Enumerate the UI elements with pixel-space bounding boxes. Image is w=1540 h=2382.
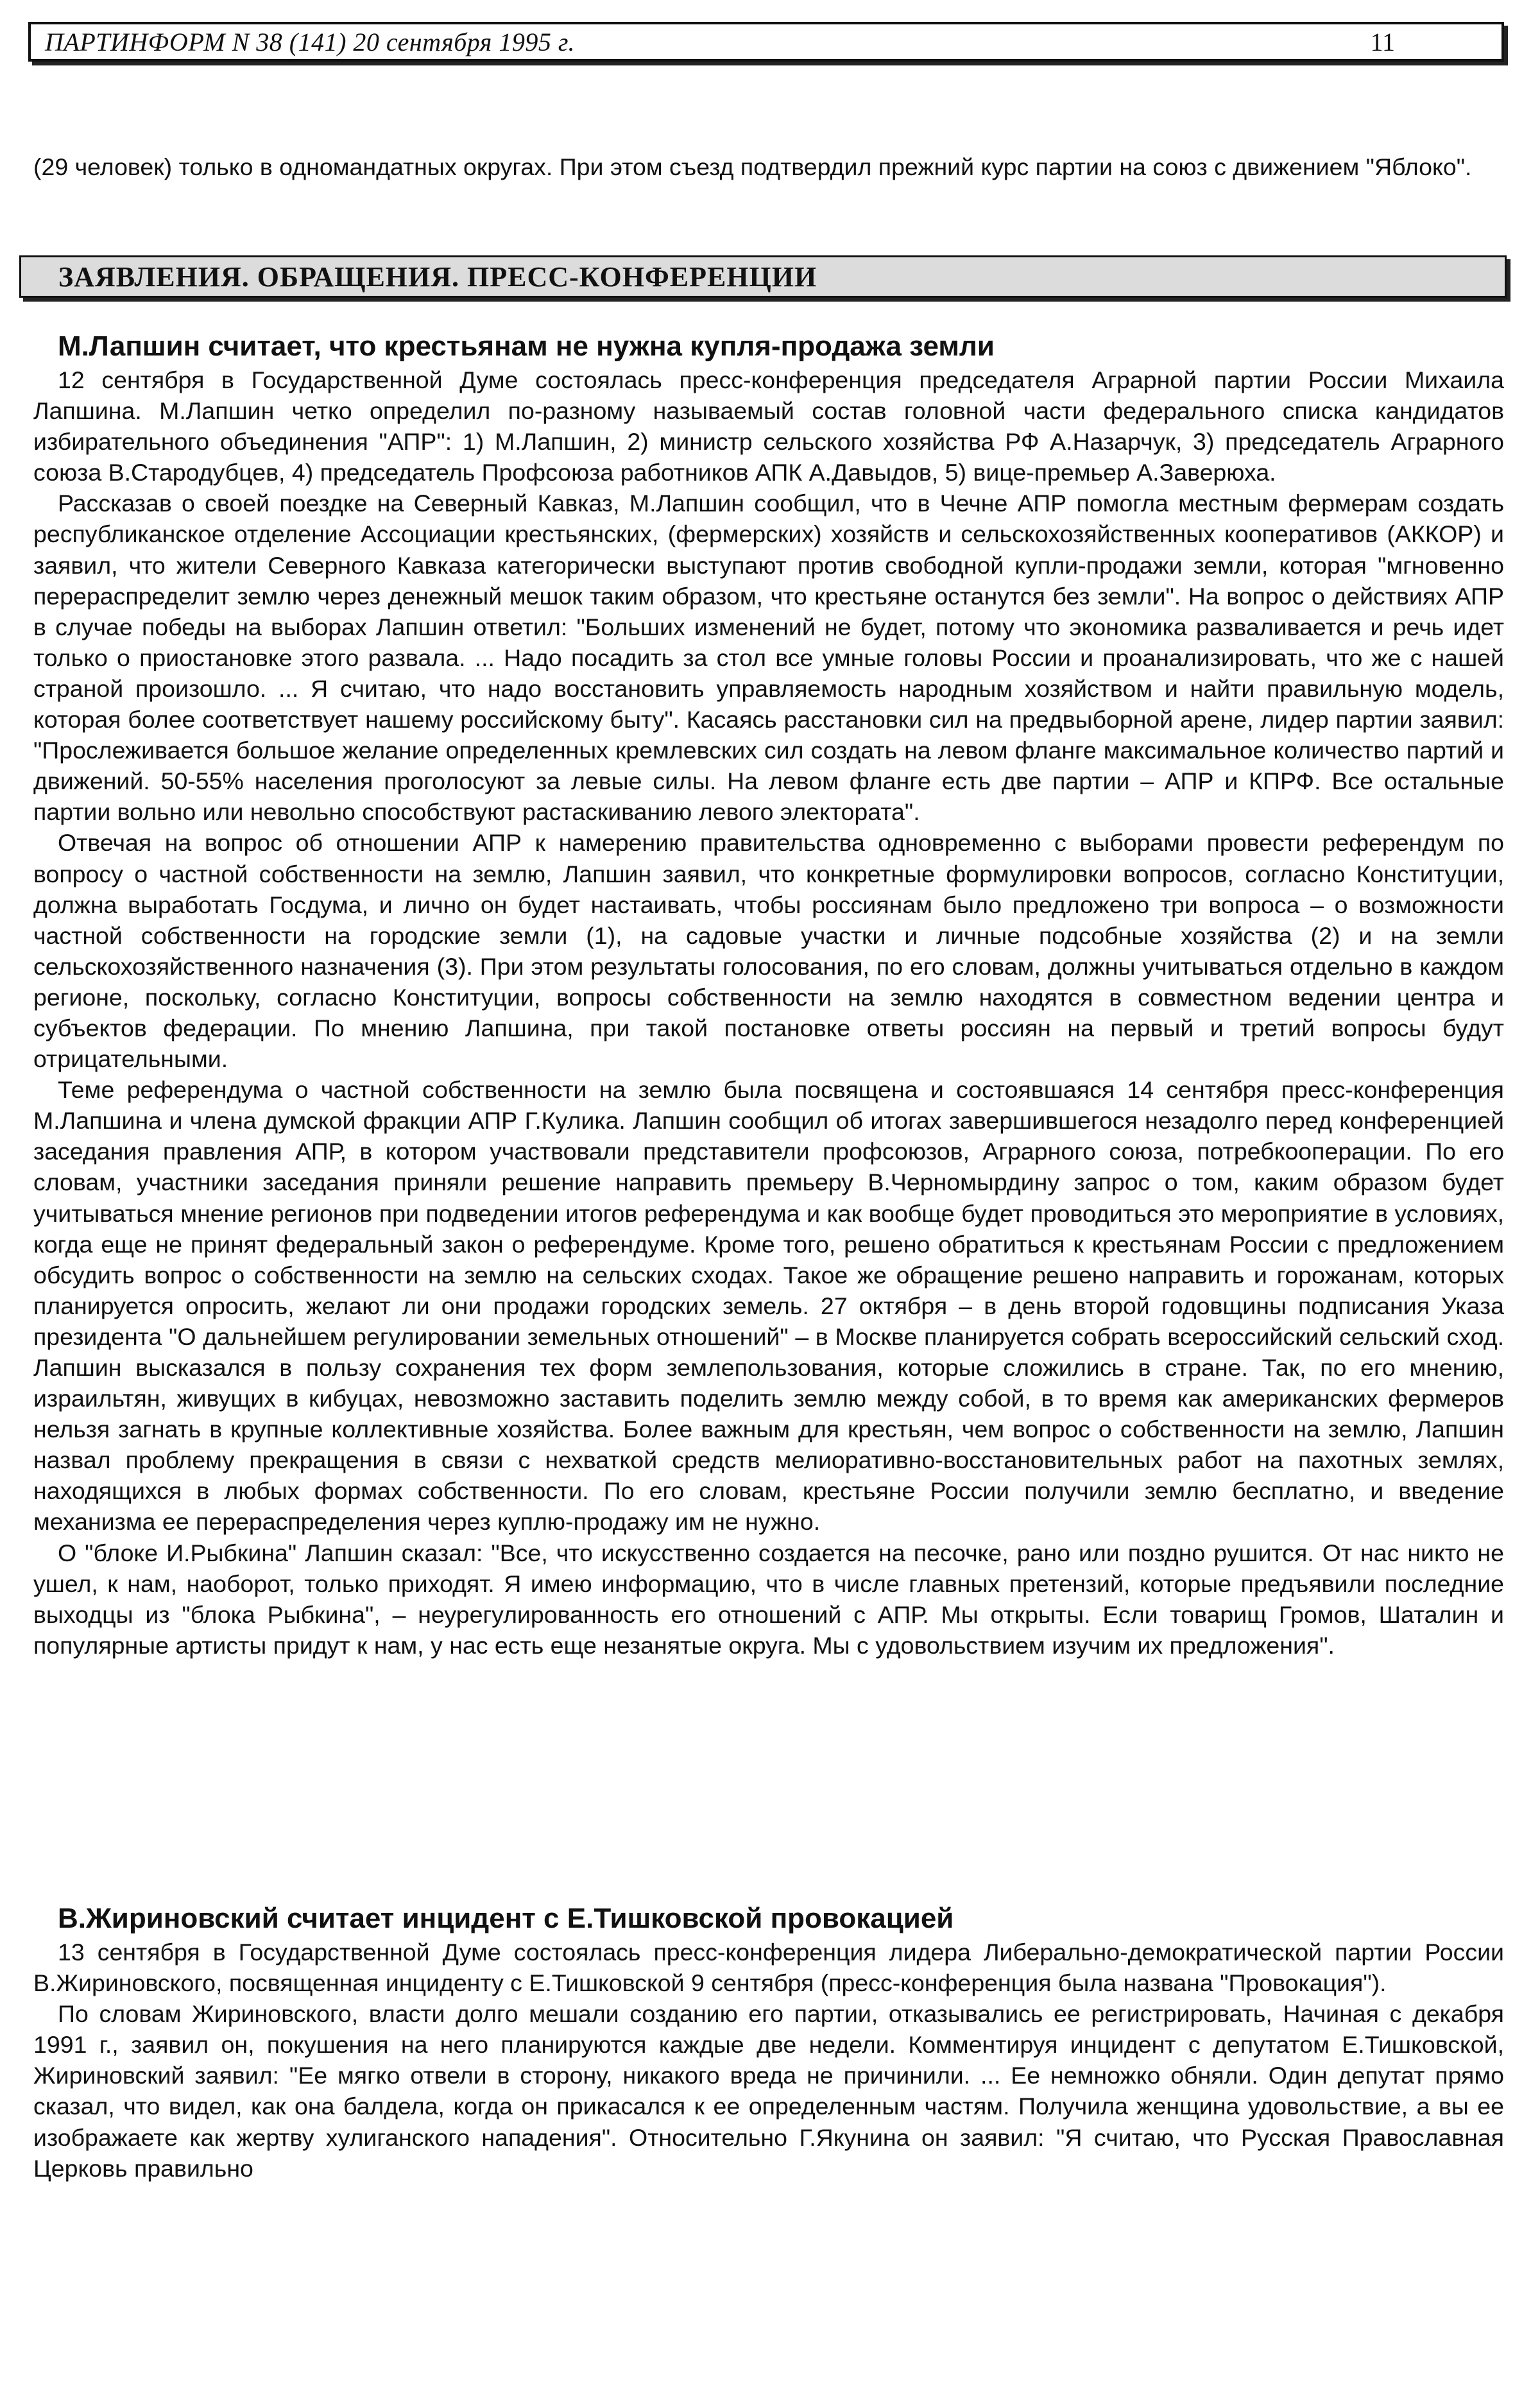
article-paragraph: По словам Жириновского, власти долго мешали созданию его партии, отказывались ее регистрировать, Начиная с декабря 1991 г., заявил он, покушения на него планируются каждые две недели. Комментируя инцидент с депутатом Е.Тишковской, Жириновский заявил: "Ее мягко отвели в сторону, никакого вреда не причинили. ... Ее немножко обняли. Один депутат прямо сказал, что видел, как она балдела, когда он прикасался к ее определенным частям. Получила женщина удовольствие, а вы ее изображаете как жертву хулиганского нападения". Относительно Г.Якунина он заявил: "Я считаю, что Русская Православная Церковь правильно	[33, 2000, 1504, 2182]
page-header	[28, 22, 1504, 62]
article-headline: В.Жириновский считает инцидент с Е.Тишковской провокацией	[58, 1903, 954, 1934]
article-paragraph: 12 сентября в Государственной Думе состоялась пресс-конференция председателя Аграрной партии России Михаила Лапшина. М.Лапшин четко определил по-разному называемый состав головной части федерального списка кандидатов избирательного объединения "АПР": 1) М.Лапшин, 2) министр сельского хозяйства РФ А.Назарчук, 3) председатель Аграрного союза В.Стародубцев, 4) председатель Профсоюза работников АПК А.Давыдов, 5) вице-премьер А.Заверюха.	[33, 366, 1504, 486]
article-paragraph: Рассказав о своей поездке на Северный Кавказ, М.Лапшин сообщил, что в Чечне АПР помогла местным фермерам создать республиканское отделение Ассоциации крестьянских, (фермерских) хозяйств и сельскохозяйственных кооперативов (АККОР) и заявил, что жители Северного Кавказа категорически выступают против свободной купли-продажи земли, которая "мгновенно перераспределит землю через денежный мешок таким образом, что крестьяне останутся без земли". На вопрос о действиях АПР в случае победы на выборах Лапшин ответил: "Больших изменений не будет, потому что экономика разваливается и речь идет только о приостановке этого развала. ... Надо посадить за стол все умные головы России и проанализировать, что же с нашей страной произошло. ... Я считаю, что надо восстановить управляемость народным хозяйством и найти правильную модель, которая более соответствует нашему российскому быту". Касаясь расстановки сил на предвыборной арене, лидер партии заявил: "Прослеживается большое желание определенных кремлевских сил создать на левом фланге максимальное количество партий и движений. 50-55% населения проголосуют за левые силы. На левом фланге есть две партии – АПР и КПРФ. Все остальные партии вольно или невольно способствуют растаскиванию левого электората".	[33, 490, 1504, 826]
article-zhirinovsky	[33, 1901, 1504, 2184]
article-paragraph: О "блоке И.Рыбкина" Лапшин сказал: "Все, что искусственно создается на песочке, рано или поздно рушится. От нас никто не ушел, к нам, наоборот, только приходят. Я имею информацию, что в числе главных претензий, которые предъявили последние выходцы из "блока Рыбкина", – неурегулированность его отношений с АПР. Мы открыты. Если товарищ Громов, Шаталин и популярные артисты придут к нам, у нас есть еще незанятые округа. Мы с удовольствием изучим их предложения".	[33, 1539, 1504, 1659]
article-headline: М.Лапшин считает, что крестьянам не нужна купля-продажа земли	[58, 330, 995, 362]
article-paragraph: Теме референдума о частной собственности на землю была посвящена и состоявшаяся 14 сентября пресс-конференция М.Лапшина и члена думской фракции АПР Г.Кулика. Лапшин сообщил об итогах завершившегося незадолго перед конференцией заседания правления АПР, в котором участвовали представители профсоюзов, Аграрного союза, потребкооперации. По его словам, участники заседания приняли решение направить премьеру В.Черномырдину запрос о том, каким образом будет учитываться мнение регионов при подведении итогов референдума и как вообще будет проводиться это мероприятие в условиях, когда еще не принят федеральный закон о референдуме. Кроме того, решено обратиться к крестьянам России с предложением обсудить вопрос о собственности на землю на сельских сходах. Такое же обращение решено направить и горожанам, которых планируется опросить, желают ли они продажи городских земель. 27 октября – в день второй годовщины подписания Указа президента "О дальнейшем регулировании земельных отношений" – в Москве планируется собрать всероссийский сельский сход. Лапшин высказался в пользу сохранения тех форм землепользования, которые сложились в стране. Так, по его мнению, израильтян, живущих в кибуцах, невозможно заставить поделить землю между собой, в то время как американских фермеров нельзя загнать в крупные коллективные хозяйства. Более важным для крестьян, чем вопрос о собственности на землю, Лапшин назвал проблему прекращения в связи с нехваткой средств мелиоративно-восстановительных работ на пахотных землях, находящихся в любых формах собственности. По его словам, крестьяне России получили землю бесплатно, и введение механизма ее перераспределения через куплю-продажу им не нужно.	[33, 1076, 1504, 1536]
page-number: 11	[1370, 27, 1395, 56]
intro-paragraph: (29 человек) только в одномандатных округах. При этом съезд подтвердил прежний курс партии на союз с движением "Яблоко".	[33, 153, 1472, 180]
article-lapshin	[33, 329, 1504, 1661]
publication-title: ПАРТИНФОРМ N 38 (141) 20 сентября 1995 г.	[45, 27, 575, 56]
section-title: ЗАЯВЛЕНИЯ. ОБРАЩЕНИЯ. ПРЕСС-КОНФЕРЕНЦИИ	[58, 261, 817, 293]
article-paragraph: 13 сентября в Государственной Думе состоялась пресс-конференция лидера Либерально-демократической партии России В.Жириновского, посвященная инциденту с Е.Тишковской 9 сентября (пресс-конференция была названа "Провокация").	[33, 1939, 1504, 1997]
section-heading-bar	[19, 255, 1507, 298]
article-paragraph: Отвечая на вопрос об отношении АПР к намерению правительства одновременно с выборами провести референдум по вопросу о частной собственности на землю, Лапшин заявил, что конкретные формулировки вопросов, согласно Конституции, должна выработать Госдума, и лично он будет настаивать, чтобы россиянам было предложено три вопроса – о возможности частной собственности на городские земли (1), на садовые участки и личные подсобные хозяйства (2) и на земли сельскохозяйственного назначения (3). При этом результаты голосования, по его словам, должны учитываться отдельно в каждом регионе, поскольку, согласно Конституции, вопросы собственности на землю находятся в совместном ведении центра и субъектов федерации. По мнению Лапшина, при такой постановке ответы россиян на первый и третий вопросы будут отрицательными.	[33, 829, 1504, 1073]
